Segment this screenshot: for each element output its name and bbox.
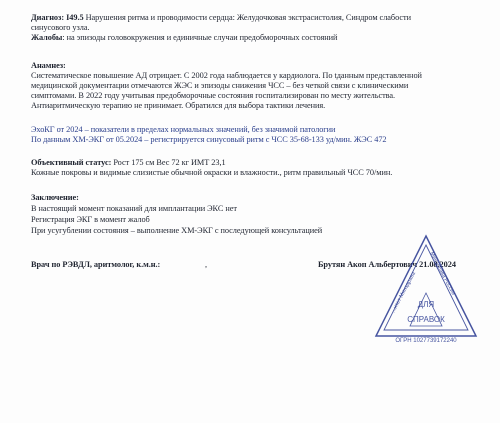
objective-line-2: Кожные покровы и видимые слизистые обычной окраски и влажности., ритм правильный ЧСС 70/мин. [31,168,393,177]
diagnosis-label: Диагноз: [31,13,65,22]
objective-label: Объективный статус: [31,158,112,167]
complaints-line [31,33,337,43]
objective-line [31,158,226,168]
conclusion-line: Регистрация ЭКГ в момент жалоб [31,215,150,224]
holter-study-line: По данным ХМ-ЭКГ от 05.2024 – регистрируется синусовый ритм с ЧСС 35-68-133 уд/мин. ЖЭС 472 [31,135,387,144]
signature-mark: , [205,260,208,269]
anamnesis-label: Анамнез: [31,61,66,70]
conclusion-label: Заключение: [31,193,79,202]
doctor-name-date: Брутян Акоп Альбертович 21.08.2024 [318,260,456,269]
complaints-text: : на эпизоды головокружения и единичные случаи предобморочных состояний [62,33,338,42]
doctor-title: Врач по РЭВДЛ, аритмолог, к.м.н.: [31,260,161,269]
diagnosis-continuation: синусового узла. [31,23,90,32]
triangle-stamp [372,233,480,345]
stamp-ogrn: ОГРН 1027739172240 [395,338,457,344]
anamnesis-line: Систематическое повышение АД отрицает. С 2002 года наблюдается у кардиолога. По tданным представленной [31,71,422,80]
anamnesis-line: медицинской документации отмечаются ЖЭС и эпизоды снижения ЧСС – без четкой связи с клиническими [31,81,409,90]
conclusion-line: В настоящий момент показаний для имплантации ЭКС нет [31,204,237,213]
diagnosis-code: I49.5 [66,13,84,22]
stamp-left-arc: ...итет Минздрава [390,271,418,314]
complaints-label: Жалобы [31,33,63,42]
conclusion-line: При усугублении состояния – выполнение ХМ-ЭКГ с последующей консультацией [31,226,323,235]
anamnesis-line: симптомами. В 2022 году учитывая предобморочные состояния госпитализирован по месту жительства. [31,91,396,100]
objective-text: Рост 175 см Вес 72 кг ИМТ 23,1 [111,158,226,167]
anamnesis-line: Антиаритмическую терапию не принимает. Обратился для выбора тактики лечения. [31,101,326,110]
stamp-right-arc: Минздрава России [428,251,457,297]
stamp-bottom-text: СПРАВОК [407,315,445,324]
diagnosis-text: Нарушения ритма и проводимости сердца: Желудочковая экстрасистолия, Синдром слабости [85,13,411,22]
stamp-top-text: ДЛЯ [417,300,435,309]
echo-study-line: ЭхоКГ от 2024 – показатели в пределах нормальных значений, без значимой патологии [31,125,336,134]
diagnosis-line [31,13,411,23]
